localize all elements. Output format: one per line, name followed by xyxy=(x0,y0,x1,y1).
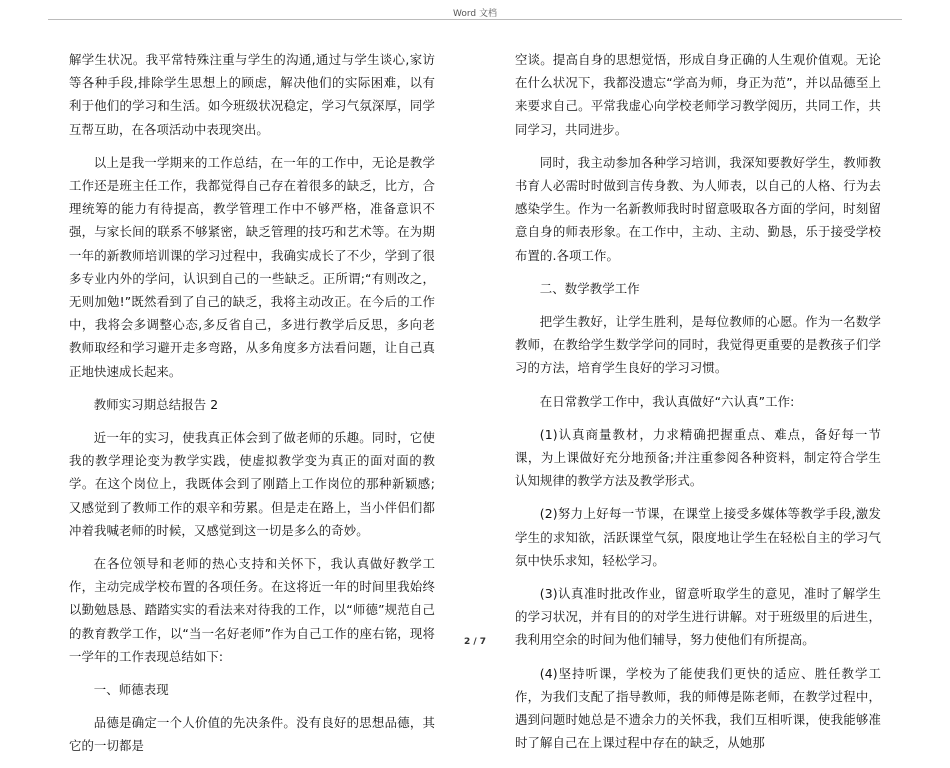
paragraph: 在日常教学工作中，我认真做好“六认真”工作: xyxy=(539,393,795,409)
document-header: Word 文档 xyxy=(453,9,497,19)
paragraph: 品德是确定一个人价值的先决条件。没有良好的思想品德，其它的一切都是 xyxy=(69,715,435,754)
header-divider xyxy=(48,19,902,20)
paragraph: (2)努力上好每一节课，在课堂上接受多媒体等教学手段,激发学生的求知欲，活跃课堂气氛，限度地让学生在轻松自主的学习气氛中快乐求知，轻松学习。 xyxy=(515,506,881,568)
section-heading: 教师实习期总结报告 2 xyxy=(93,396,219,412)
paragraph: 同时，我主动参加各种学习培训，我深知要教好学生，教师教书育人必需时时做到言传身教、为人师表，以自己的人格、行为去感染学生。作为一名新教师我时时留意吸取各方面的学问，时刻留意自身的师表形象。在工作中，主动、主动、勤恳，乐于接受学校布置的.各项工作。 xyxy=(515,154,881,263)
paragraph: (3)认真准时批改作业，留意听取学生的意见，准时了解学生的学习状况，并有目的的对学生进行讲解。对于班级里的后进生，我利用空余的时间为他们辅导，努力使他们有所提高。 xyxy=(515,586,881,648)
section-heading: 二、数学教学工作 xyxy=(539,280,640,296)
page-number: 2 / 7 xyxy=(463,637,487,647)
paragraph: (4)坚持听课，学校为了能使我们更快的适应、胜任教学工作，为我们支配了指导教师，我的师傅是陈老师，在教学过程中，遇到问题时她总是不遗余力的关怀我，我们互相听课，使我能够准时了解自己在上课过程中存在的缺乏，从她那 xyxy=(515,665,881,751)
paragraph: 以上是我一学期来的工作总结，在一年的工作中，无论是教学工作还是班主任工作，我都觉得自己存在着很多的缺乏，比方，合理统筹的能力有待提高，教学管理工作中不够严格，准备意识不强，与家长间的联系不够紧密，缺乏管理的技巧和艺术等。在为期一年的新教师培训课的学习过程中，我确实成长了不少，学到了很多专业内外的学问，认识到自己的一些缺乏。正所谓;“有则改之，无则加勉!”既然看到了自己的缺乏，我将主动改正。在今后的工作中，我将会多调整心态,多反省自己，多进行教学后反思，多向老教师取经和学习避开走多弯路，从多角度多方法看问题，让自己真正地快速成长起来。 xyxy=(69,154,435,379)
paragraph: (1)认真商量教材，力求精确把握重点、难点，备好每一节课，为上课做好充分地预备;并注重参阅各种资料，制定符合学生认知规律的教学方法及教学形式。 xyxy=(515,426,881,489)
paragraph: 在各位领导和老师的热心支持和关怀下，我认真做好教学工作，主动完成学校布置的各项任务。在这将近一年的时间里我始终以勤勉恳恳、踏踏实实的看法来对待我的工作，以“师德”规范自己的教育教学工作，以“当一名好老师”作为自己工作的座右铭，现将一学年的工作表现总结如下: xyxy=(69,556,435,664)
section-heading: 一、师德表现 xyxy=(93,682,169,698)
right-text-column xyxy=(515,48,881,764)
paragraph: 空谈。提高自身的思想觉悟，形成自身正确的人生观价值观。无论在什么状况下，我都没遗忘“学高为师，身正为范”，并以品德至上来要求自己。平常我虚心向学校老师学习教学阅历，共同工作，共同学习，共同进步。 xyxy=(515,52,881,137)
paragraph: 解学生状况。我平常特殊注重与学生的沟通,通过与学生谈心,家访等各种手段,排除学生思想上的顾虑，解决他们的实际困难，以有利于他们的学习和生活。如今班级状况稳定，学习气氛深厚，同学互帮互助，在各项活动中表现突出。 xyxy=(69,52,435,137)
paragraph: 近一年的实习，使我真正体会到了做老师的乐趣。同时，它使我的教学理论变为教学实践，使虚拟教学变为真正的面对面的教学。在这个岗位上，我既体会到了刚踏上工作岗位的那种新颖感;又感觉到了教师工作的艰辛和劳累。但是走在路上，当小伴侣们都冲着我喊老师的时候，又感觉到这一切是多么的奇妙。 xyxy=(69,430,435,538)
paragraph: 把学生教好，让学生胜利，是每位教师的心愿。作为一名数学教师，在教给学生数学学问的同时，我觉得更重要的是教孩子们学习的方法，培育学生良好的学习习惯。 xyxy=(515,314,881,376)
left-text-column xyxy=(69,48,435,768)
